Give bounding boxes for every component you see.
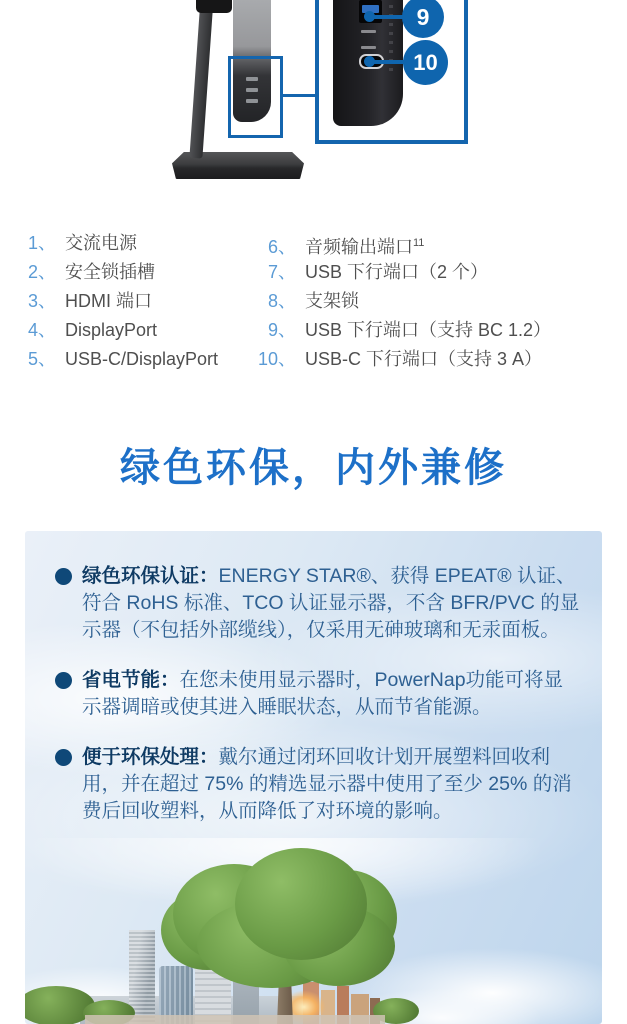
inset-connector-line bbox=[280, 94, 315, 97]
port-number: 7、 bbox=[267, 262, 296, 282]
port-list-item bbox=[246, 229, 551, 258]
port-label: USB 下行端口（支持 BC 1.2） bbox=[305, 320, 552, 340]
port-list-item bbox=[6, 258, 218, 287]
ground-strip bbox=[85, 1015, 385, 1024]
bullet-text: 绿色环保认证：ENERGY STAR®、获得 EPEAT® 认证、符合 RoHS 标准、TCO 认证显示器，不含 BFR/PVC 的显示器（不包括外部缆线），仅采用无砷玻璃和无汞面板。 bbox=[82, 565, 580, 641]
port-list-item bbox=[246, 316, 551, 345]
callout-9-badge: 9 bbox=[402, 0, 444, 38]
port-number: 10、 bbox=[257, 349, 296, 369]
callout-10-badge: 10 bbox=[403, 40, 448, 85]
section-heading: 绿色环保，内外兼修 bbox=[120, 446, 507, 490]
port-label: USB-C 下行端口（支持 3 A） bbox=[305, 349, 543, 369]
bullet-dot-icon bbox=[55, 568, 72, 585]
tree-illustration bbox=[165, 848, 415, 1024]
port-number: 6、 bbox=[267, 237, 296, 257]
bullet-dot-icon bbox=[55, 672, 72, 689]
port-list-item bbox=[246, 287, 551, 316]
list-item bbox=[55, 667, 580, 721]
port-label: USB-C/DisplayPort bbox=[65, 349, 219, 369]
bullet-text: 省电节能：在您未使用显示器时，PowerNap功能可将显示器调暗或使其进入睡眠状态，从而节省能源。 bbox=[82, 669, 564, 718]
callout-9-leader-line bbox=[372, 15, 406, 19]
port-list-item bbox=[6, 287, 218, 316]
port-label: 支架锁 bbox=[305, 291, 359, 311]
eco-photo bbox=[25, 848, 602, 1024]
eco-benefits-panel bbox=[25, 531, 602, 1024]
bullet-text: 便于环保处理：戴尔通过闭环回收计划开展塑料回收利用，并在超过 75% 的精选显示器中使用了至少 25% 的消费后回收塑料，从而降低了对环境的影响。 bbox=[82, 746, 572, 822]
ports-legend-left-column bbox=[6, 229, 218, 374]
port-list-item bbox=[6, 316, 218, 345]
ports-legend-right-column bbox=[246, 229, 551, 374]
port-list-item bbox=[6, 229, 218, 258]
port-number: 4、 bbox=[27, 320, 56, 340]
monitor-stand-cap bbox=[196, 0, 232, 13]
port-list-item bbox=[6, 345, 218, 374]
tree-canopy bbox=[235, 848, 367, 960]
port-number: 2、 bbox=[27, 262, 56, 282]
product-callout-diagram bbox=[0, 0, 627, 210]
port-highlight-box bbox=[228, 56, 283, 138]
port-label: 交流电源 bbox=[65, 233, 137, 253]
port-list-item bbox=[246, 258, 551, 287]
callout-9-leader-dot bbox=[364, 11, 375, 22]
list-item bbox=[55, 744, 580, 825]
port-label: HDMI 端口 bbox=[65, 291, 152, 311]
port-number: 5、 bbox=[27, 349, 56, 369]
callout-10-leader-dot bbox=[364, 56, 375, 67]
footnote-marker: 11 bbox=[413, 237, 425, 249]
port-number: 9、 bbox=[267, 320, 296, 340]
eco-bullet-list bbox=[55, 563, 580, 848]
bullet-dot-icon bbox=[55, 749, 72, 766]
port-number: 1、 bbox=[27, 233, 56, 253]
list-item bbox=[55, 563, 580, 644]
port-label: 安全锁插槽 bbox=[65, 262, 155, 282]
port-label: USB 下行端口（2 个） bbox=[305, 262, 489, 282]
port-number: 3、 bbox=[27, 291, 56, 311]
port-number: 8、 bbox=[267, 291, 296, 311]
port-list-item bbox=[246, 345, 551, 374]
usb-glyph bbox=[361, 46, 376, 49]
monitor-stand-column bbox=[189, 6, 213, 159]
port-label: 音频输出端口$^{11}$ bbox=[305, 237, 425, 257]
port-label: DisplayPort bbox=[65, 320, 158, 340]
usb-charging-glyph bbox=[361, 30, 376, 33]
callout-10-leader-line bbox=[370, 60, 407, 64]
